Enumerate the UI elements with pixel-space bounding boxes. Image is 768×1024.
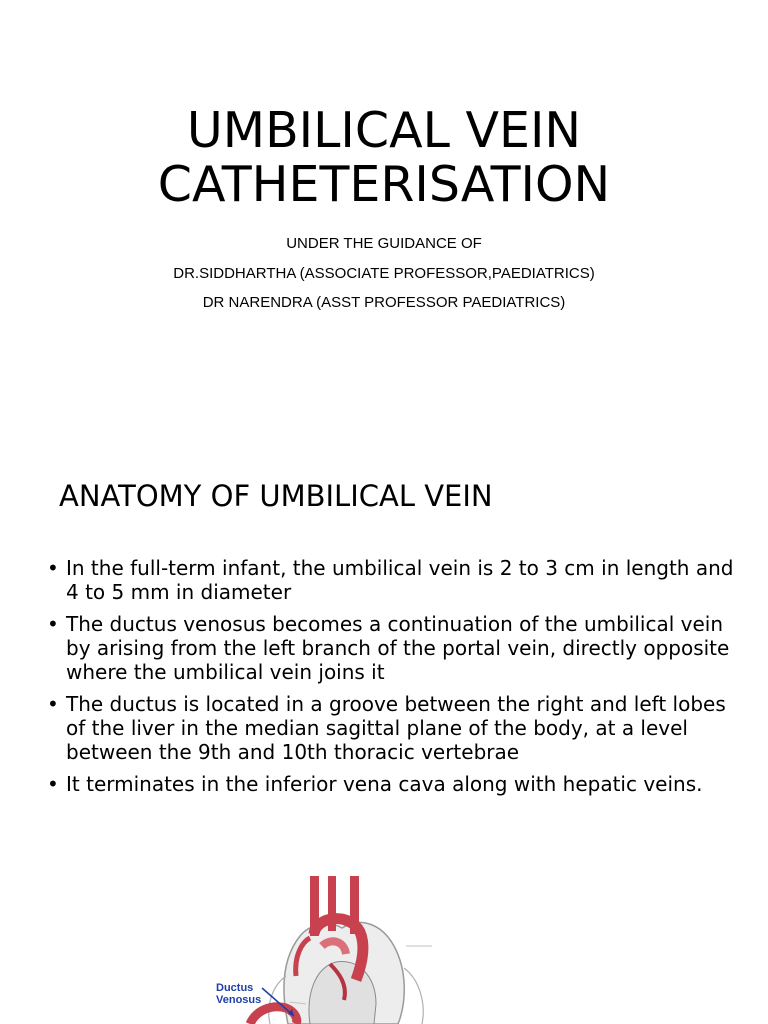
bullet-dot: • (47, 612, 59, 636)
title-line-1: UMBILICAL VEIN (186, 102, 582, 159)
title-slide (0, 0, 768, 440)
bullet-item (47, 612, 747, 684)
slide-subtitle (0, 229, 768, 318)
title-line-2: CATHETERISATION (157, 156, 611, 213)
bullet-item (47, 772, 747, 796)
bullet-text: The ductus is located in a groove between the right and left lobes of the liver in the median sagittal plane of the body, at a level between the 9th and 10th thoracic vertebrae (66, 692, 726, 764)
subtitle-line-3: DR NARENDRA (ASST PROFESSOR PAEDIATRICS) (202, 294, 566, 311)
subtitle-line-1: UNDER THE GUIDANCE OF (286, 235, 482, 252)
lung-outline-right (404, 968, 423, 1024)
bullet-dot: • (47, 692, 59, 716)
ductus-venosus-label (216, 982, 261, 1006)
bullet-dot: • (47, 556, 59, 580)
slide-heading: ANATOMY OF UMBILICAL VEIN (59, 479, 493, 513)
subtitle-line-2: DR.SIDDHARTHA (ASSOCIATE PROFESSOR,PAEDIATRICS) (173, 264, 595, 282)
bullet-text: The ductus venosus becomes a continuation of the umbilical vein by arising from the left branch of the portal vein, directly opposite where the umbilical vein joins it (66, 612, 730, 684)
anatomy-illustration (210, 876, 450, 1024)
bullet-text: It terminates in the inferior vena cava along with hepatic veins. (66, 772, 703, 796)
label-line-1: Ductus (216, 982, 254, 994)
bullet-item (47, 556, 747, 604)
bullet-item (47, 692, 747, 764)
label-line-2: Venosus (216, 994, 262, 1006)
bullet-text: In the full-term infant, the umbilical vein is 2 to 3 cm in length and 4 to 5 mm in diameter (66, 556, 734, 604)
slide-title (0, 104, 768, 212)
bullet-dot: • (47, 772, 59, 796)
bullet-list (47, 556, 747, 804)
anatomy-slide (0, 440, 768, 1024)
